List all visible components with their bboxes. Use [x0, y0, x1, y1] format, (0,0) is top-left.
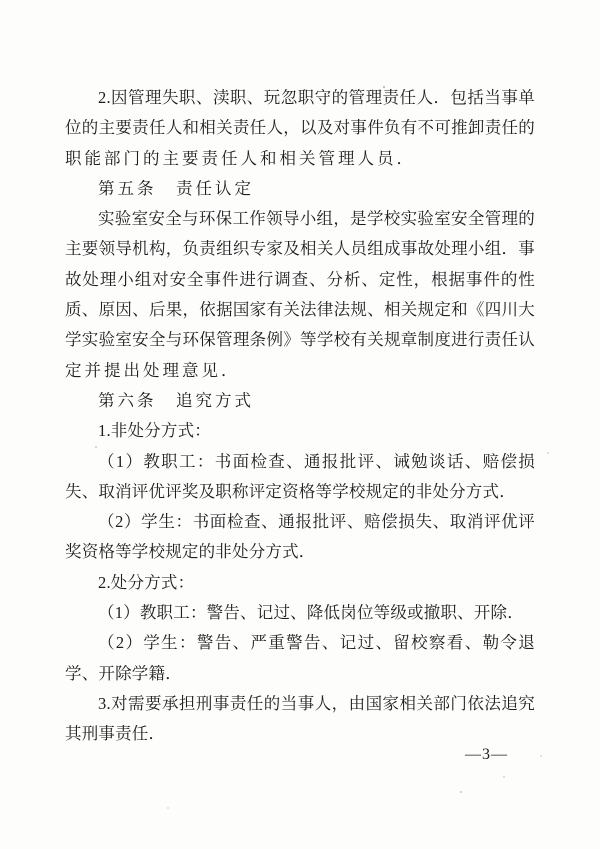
document-line: 实验室安全与环保工作领导小组，是学校实验室安全管理的 [98, 209, 535, 229]
document-line: 3.对需要承担刑事责任的当事人，由国家相关部门依法追究 [98, 693, 535, 713]
document-line: 失、取消评优评奖及职称评定资格等学校规定的非处分方式． [65, 481, 516, 501]
document-line: （1）教职工：书面检查、通报批评、诫勉谈话、赔偿损 [98, 451, 535, 471]
document-line: 第五条 责任认定 [98, 178, 254, 198]
document-line: 第六条 追究方式 [98, 390, 254, 410]
document-body [65, 83, 535, 750]
document-line: 其刑事责任． [65, 724, 166, 744]
document-line: 主要领导机构，负责组织专家及相关人员组成事故处理小组．事 [65, 239, 535, 259]
document-line: （1）教职工：警告、记过、降低岗位等级或撤职、开除． [98, 603, 524, 623]
document-line: 故处理小组对安全事件进行调查、分析、定性，根据事件的性 [65, 269, 535, 289]
document-line: 学、开除学籍． [65, 663, 182, 683]
document-line: 学实验室安全与环保管理条例》等学校有关规章制度进行责任认 [65, 330, 535, 350]
document-line: 奖资格等学校规定的非处分方式． [65, 542, 316, 562]
document-line: （2）学生：书面检查、通报批评、赔偿损失、取消评优评 [98, 512, 535, 532]
document-line: 2.处分方式： [98, 572, 195, 592]
document-line: 1.非处分方式： [98, 421, 211, 441]
document-line: 质、原因、后果，依据国家有关法律法规、相关规定和《四川大 [65, 300, 535, 320]
document-line: 定并提出处理意见． [65, 360, 241, 380]
document-line: （2）学生：警告、严重警告、记过、留校察看、勒令退 [98, 633, 535, 653]
document-line: 2.因管理失职、渎职、玩忽职守的管理责任人．包括当事单 [98, 88, 535, 107]
document-line: 位的主要责任人和相关责任人，以及对事件负有不可推卸责任的 [65, 118, 535, 138]
document-line: 职能部门的主要责任人和相关管理人员． [65, 148, 416, 168]
page-number: —3— [465, 746, 508, 763]
scan-noise [0, 0, 2, 2]
